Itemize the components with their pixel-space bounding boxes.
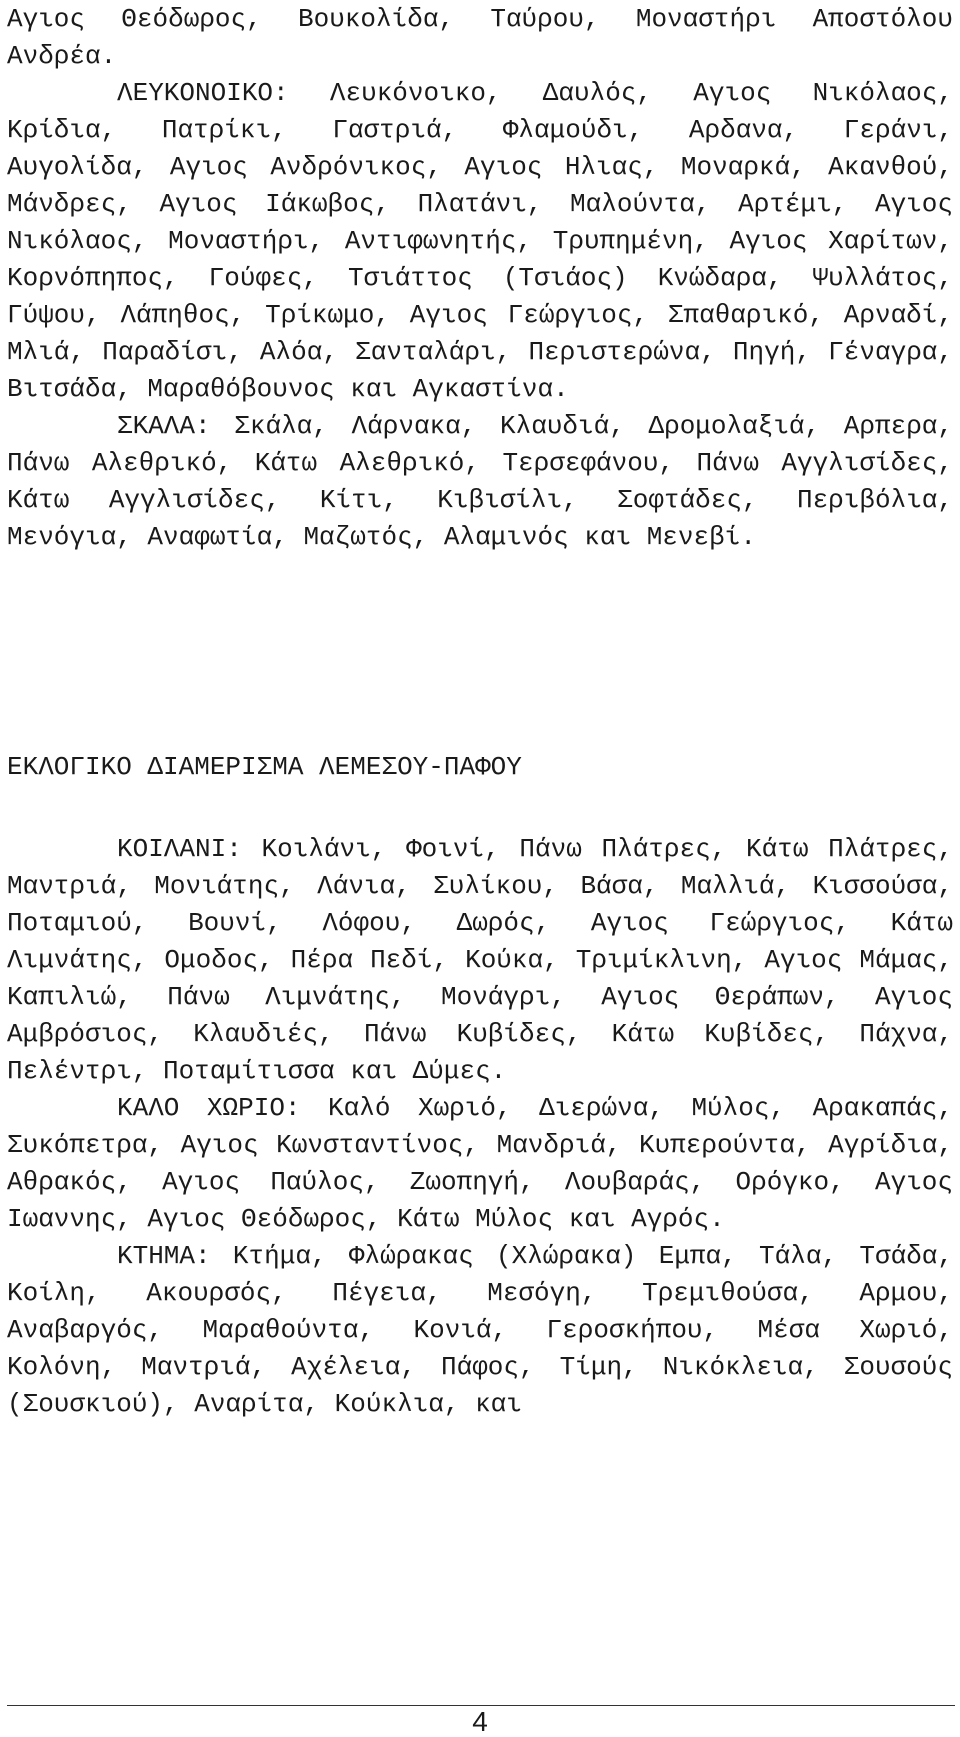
paragraph-lefkoniko: ΛΕΥΚΟΝΟΙΚΟ: Λευκόνοικο, Δαυλός, Αγιος Νικόλαος, Κρίδια, Πατρίκι, Γαστριά, Φλαμούδι, Αρδανα, Γεράνι, Αυγολίδα, Αγιος Ανδρόνικος, Αγιος Ηλιας, Μοναρκά, Ακανθού, Μάνδρες, Αγιος Ιάκωβος, Πλατάνι, Μαλούντα, Αρτέμι, Αγιος Νικόλαος, Μοναστήρι, Αντιφωνητής, Τρυπημένη, Αγιος Χαρίτων, Κορνόπηπος, Γούφες, Τσιάττος (Τσιάος) Κνώδαρα, Ψυλλάτος, Γύψου, Λάπηθος, Τρίκωμο, Αγιος Γεώργιος, Σπαθαρικό, Αρναδί, Μλιά, Παραδίσι, Αλόα, Σανταλάρι, Περιστερώνα, Πηγή, Γέναγρα, Βιτσάδα, Μαραθόβουνος και Αγκαστίνα. xyxy=(7,78,953,404)
paragraph-koilani: ΚΟΙΛΑΝΙ: Κοιλάνι, Φοινί, Πάνω Πλάτρες, Κάτω Πλάτρες, Μαντριά, Μονιάτης, Λάνια, Συλίκου, Βάσα, Μαλλιά, Κισσούσα, Ποταμιού, Βουνί, Λόφου, Δωρός, Αγιος Γεώργιος, Κάτω Λιμνάτης, Ομοδος, Πέρα Πεδί, Κούκα, Τριμίκλινη, Αγιος Μάμας, Καπιλιώ, Πάνω Λιμνάτης, Μονάγρι, Αγιος Θεράπων, Αγιος Αμβρόσιος, Κλαυδιές, Πάνω Κυβίδες, Κάτω Κυβίδες, Πάχνα, Πελέντρι, Ποταμίτισσα και Δύμες. xyxy=(7,834,953,1086)
paragraph-skala: ΣΚΑΛΑ: Σκάλα, Λάρνακα, Κλαυδιά, Δρομολαξιά, Αρπερα, Πάνω Αλεθρικό, Κάτω Αλεθρικό, Τερσεφάνου, Πάνω Αγγλισίδες, Κάτω Αγγλισίδες, Κίτι, Κιβισίλι, Σοφτάδες, Περιβόλια, Μενόγια, Αναφωτία, Μαζωτός, Αλαμινός και Μενεβί. xyxy=(7,411,953,552)
section-limassol-paphos xyxy=(7,831,953,1423)
paragraph-kalo-chorio: ΚΑΛΟ ΧΩΡΙΟ: Καλό Χωριό, Διερώνα, Μύλος, Αρακαπάς, Συκόπετρα, Αγιος Κωνσταντίνος, Μανδριά, Κυπερούντα, Αγρίδια, Αθρακός, Αγιος Παύλος, Ζωοπηγή, Λουβαράς, Ορόγκο, Αγιος Ιωαννης, Αγιος Θεόδωρος, Κάτω Μύλος και Αγρός. xyxy=(7,1093,953,1234)
paragraph-continuation: Αγιος Θεόδωρος, Βουκολίδα, Ταύρου, Μοναστήρι Αποστόλου Ανδρέα. xyxy=(7,4,953,71)
section-famagusta-larnaca xyxy=(7,1,953,556)
paragraph-ktima: ΚΤΗΜΑ: Κτήμα, Φλώρακας (Χλώρακα) Εμπα, Τάλα, Τσάδα, Κοίλη, Ακουρσός, Πέγεια, Μεσόγη, Τρεμιθούσα, Αρμου, Αναβαργός, Μαραθούντα, Κονιά, Γεροσκήπου, Μέσα Χωριό, Κολόνη, Μαντριά, Αχέλεια, Πάφος, Τίμη, Νικόκλεια, Σουσούς (Σουσκιού), Αναρίτα, Κούκλια, και xyxy=(7,1241,953,1419)
page-number: 4 xyxy=(472,1706,488,1737)
section-heading: ΕΚΛΟΓΙΚΟ ΔΙΑΜΕΡΙΣΜΑ ΛΕΜΕΣΟΥ-ΠΑΦΟΥ xyxy=(7,752,522,782)
